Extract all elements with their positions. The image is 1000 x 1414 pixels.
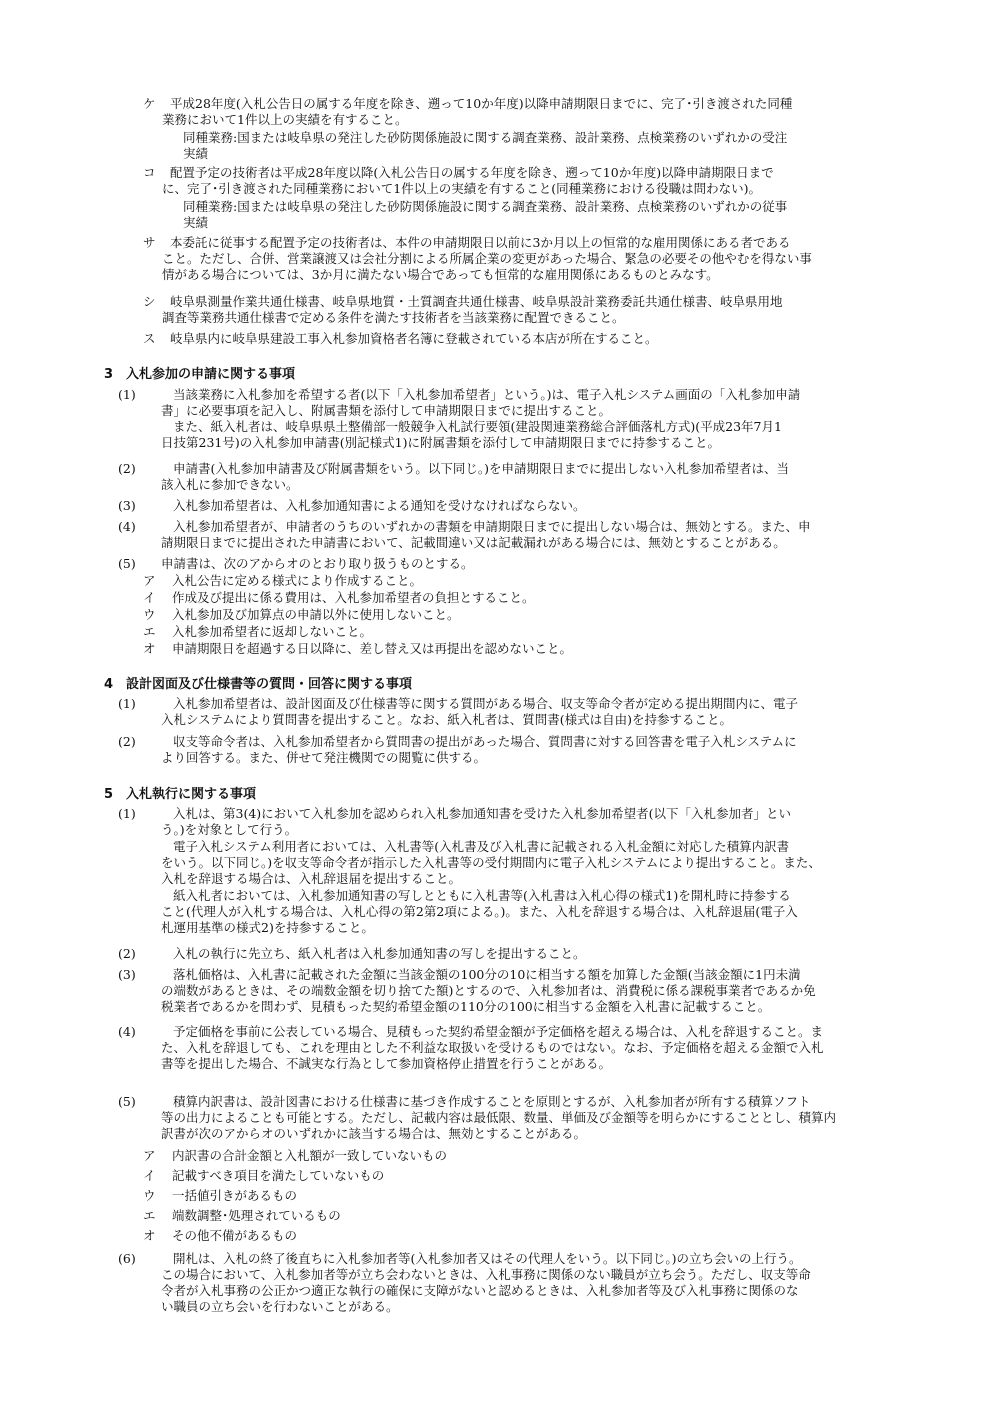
list-marker: オ (143, 641, 156, 656)
text-line: 入札参加希望者は、入札参加通知書による通知を受けなければならない。 (173, 498, 586, 513)
text-line: 入札参加希望者は、設計図面及び仕様書等に関する質問がある場合、収支等命令者が定める提出期間内に、電子 (173, 696, 799, 711)
note-line: 実績 (183, 215, 209, 230)
text-line: 開札は、入札の終了後直ちに入札参加者等(入札参加者又はその代理人をいう。以下同じ。)の立ち会いの上行う。 (173, 1251, 802, 1266)
section-heading-5: 5 入札執行に関する事項 (104, 787, 257, 802)
text-line: 書等を提出した場合、不誠実な行為として参加資格停止措置を行うことがある。 (161, 1056, 612, 1071)
text-line: をいう。以下同じ。)を収支等命令者が指示した入札書等の受付期間内に電子入札システムにより提出すること。また、 (161, 855, 821, 870)
text-line: 平成28年度(入札公告日の属する年度を除き、遡って10か年度)以降申請期限日までに、完了･引き渡された同種 (170, 96, 793, 111)
text-line: 申請書(入札参加申請書及び附属書類をいう。以下同じ。)を申請期限日までに提出しない入札参加希望者は、当 (173, 461, 790, 476)
text-line: 岐阜県測量作業共通仕様書、岐阜県地質・土質調査共通仕様書、岐阜県設計業務委託共通仕様書、岐阜県用地 (170, 294, 783, 309)
text-line: 書」に必要事項を記入し、附属書類を添付して申請期限日までに提出すること。 (161, 403, 612, 418)
text-line: 配置予定の技術者は平成28年度以降(入札公告日の属する年度を除き、遡って10か年度)以降申請期限日まで (170, 165, 774, 180)
text-line: 該入札に参加できない。 (161, 477, 299, 492)
list-item: 入札公告に定める様式により作成すること。 (172, 573, 423, 588)
list-item: 内訳書の合計金額と入札額が一致していないもの (172, 1148, 448, 1163)
paragraph-number: (5) (118, 556, 136, 571)
text-line: 当該業務に入札参加を希望する者(以下「入札参加希望者」という。)は、電子入札システム画面の「入札参加申請 (173, 387, 801, 402)
paragraph-number: (3) (118, 967, 136, 982)
text-line: 業務において1件以上の実績を有すること。 (162, 112, 408, 127)
section-heading-4: 4 設計図面及び仕様書等の質問・回答に関する事項 (104, 677, 413, 692)
text-line: 日技第231号)の入札参加申請書(別記様式1)に附属書類を添付して申請期限日までに持参すること。 (161, 435, 720, 450)
text-line: 訳書が次のアからオのいずれかに該当する場合は、無効とすることがある。 (161, 1126, 587, 1141)
item-marker-sa: サ (143, 235, 156, 250)
text-line: 令者が入札事務の公正かつ適正な執行の確保に支障がないと認めるときは、入札参加者等及び入札事務に関係のな (161, 1283, 799, 1298)
text-line: 収支等命令者は、入札参加希望者から質問書の提出があった場合、質問書に対する回答書を電子入札システムに (173, 734, 797, 749)
text-line: 入札を辞退する場合は、入札辞退届を提出すること。 (161, 871, 462, 886)
paragraph-number: (2) (118, 461, 136, 476)
text-line: 情がある場合については、3か月に満たない場合であっても恒常的な雇用関係にあるものとみなす。 (162, 267, 719, 282)
list-marker: ア (143, 1148, 156, 1163)
note-line: 同種業務:国または岐阜県の発注した砂防関係施設に関する調査業務、設計業務、点検業務のいずれかの従事 (183, 199, 788, 214)
section-heading-3: 3 入札参加の申請に関する事項 (104, 367, 296, 382)
item-marker-ke: ケ (143, 96, 156, 111)
item-marker-su: ス (143, 331, 156, 346)
list-item: 申請期限日を超過する日以降に、差し替え又は再提出を認めないこと。 (172, 641, 573, 656)
list-marker: エ (143, 1208, 156, 1223)
paragraph-number: (4) (118, 1024, 136, 1039)
list-item: 一括値引きがあるもの (172, 1188, 298, 1203)
text-line: い職員の立ち会いを行わないことがある。 (161, 1299, 399, 1314)
text-line: 電子入札システム利用者においては、入札書等(入札書及び入札書に記載される入札金額に対応した積算内訳書 (173, 839, 790, 854)
text-line: 紙入札者においては、入札参加通知書の写しとともに入札書等(入札書は入札心得の様式1)を開札時に持参する (173, 888, 791, 903)
paragraph-number: (4) (118, 519, 136, 534)
text-line: の端数があるときは、その端数金額を切り捨てた額)とするので、入札参加者は、消費税に係る課税事業者であるか免 (161, 983, 816, 998)
list-marker: ア (143, 573, 156, 588)
text-line: この場合において、入札参加者等が立ち会わないときは、入札事務に関係のない職員が立ち会う。ただし、収支等命 (161, 1267, 811, 1282)
item-marker-shi: シ (143, 294, 156, 309)
paragraph-number: (6) (118, 1251, 136, 1266)
text-line: 札運用基準の様式2)を持参すること。 (161, 920, 374, 935)
text-line: 税業者であるかを問わず、見積もった契約希望金額の110分の100に相当する金額を入札書に記載すること。 (161, 999, 771, 1014)
paragraph-number: (2) (118, 946, 136, 961)
text-line: う。)を対象として行う。 (161, 822, 298, 837)
text-line: 調査等業務共通仕様書で定める条件を満たす技術者を当該業務に配置できること。 (162, 310, 625, 325)
text-line: こと。ただし、合併、営業譲渡又は会社分割による所属企業の変更があった場合、緊急の必要その他やむを得ない事 (162, 251, 812, 266)
list-item: 記載すべき項目を満たしていないもの (172, 1168, 385, 1183)
paragraph-number: (1) (118, 387, 136, 402)
list-item: その他不備があるもの (172, 1228, 298, 1243)
list-item: 入札参加及び加算点の申請以外に使用しないこと。 (172, 607, 460, 622)
text-line: 予定価格を事前に公表している場合、見積もった契約希望金額が予定価格を超える場合は、入札を辞退すること。ま (173, 1024, 824, 1039)
paragraph-number: (3) (118, 498, 136, 513)
text-line: 申請書は、次のアからオのとおり取り扱うものとする。 (161, 556, 474, 571)
text-line: 本委託に従事する配置予定の技術者は、本件の申請期限日以前に3か月以上の恒常的な雇用関係にある者である (170, 235, 791, 250)
text-line: また、紙入札者は、岐阜県県土整備部一般競争入札試行要領(建設関連業務総合評価落札方式)(平成23年7月1 (173, 419, 782, 434)
note-line: 実績 (183, 146, 209, 161)
text-line: より回答する。また、併せて発注機関での閲覧に供する。 (161, 750, 487, 765)
paragraph-number: (5) (118, 1094, 136, 1109)
paragraph-number: (1) (118, 696, 136, 711)
text-line: 入札の執行に先立ち、紙入札者は入札参加通知書の写しを提出すること。 (173, 946, 586, 961)
paragraph-number: (1) (118, 806, 136, 821)
list-marker: オ (143, 1228, 156, 1243)
list-marker: イ (143, 1168, 156, 1183)
text-line: に、完了･引き渡された同種業務において1件以上の実績を有すること(同種業務における役職は問わない)。 (162, 181, 761, 196)
list-item: 作成及び提出に係る費用は、入札参加希望者の負担とすること。 (172, 590, 535, 605)
text-line: 入札は、第3(4)において入札参加を認められ入札参加通知書を受けた入札参加希望者(以下「入札参加者」とい (173, 806, 792, 821)
text-line: 請期限日までに提出された申請書において、記載間違い又は記載漏れがある場合には、無効とすることがある。 (161, 535, 786, 550)
list-item: 端数調整･処理されているもの (172, 1208, 341, 1223)
note-line: 同種業務:国または岐阜県の発注した砂防関係施設に関する調査業務、設計業務、点検業務のいずれかの受注 (183, 130, 788, 145)
list-item: 入札参加希望者に返却しないこと。 (172, 624, 373, 639)
text-line: 落札価格は、入札書に記載された金額に当該金額の100分の10に相当する額を加算した金額(当該金額に1円未満 (173, 967, 801, 982)
list-marker: イ (143, 590, 156, 605)
list-marker: ウ (143, 607, 156, 622)
text-line: 等の出力によることも可能とする。ただし、記載内容は最低限、数量、単価及び金額等を明らかにすることとし、積算内 (161, 1110, 837, 1125)
item-marker-ko: コ (143, 165, 156, 180)
text-line: た、入札を辞退しても、これを理由とした不利益な取扱いを受けるものではない。なお、予定価格を超える金額で入札 (161, 1040, 824, 1055)
text-line: 積算内訳書は、設計図書における仕様書に基づき作成することを原則とするが、入札参加者が所有する積算ソフト (173, 1094, 811, 1109)
text-line: 岐阜県内に岐阜県建設工事入札参加資格者名簿に登載されている本店が所在すること。 (170, 331, 658, 346)
text-line: こと(代理人が入札する場合は、入札心得の第2第2項による。)。また、入札を辞退する場合は、入札辞退届(電子入 (161, 904, 798, 919)
text-line: 入札参加希望者が、申請者のうちのいずれかの書類を申請期限日までに提出しない場合は、無効とする。また、申 (173, 519, 811, 534)
list-marker: ウ (143, 1188, 156, 1203)
text-line: 入札システムにより質問書を提出すること。なお、紙入札者は、質問書(様式は自由)を持参すること。 (161, 712, 733, 727)
list-marker: エ (143, 624, 156, 639)
paragraph-number: (2) (118, 734, 136, 749)
